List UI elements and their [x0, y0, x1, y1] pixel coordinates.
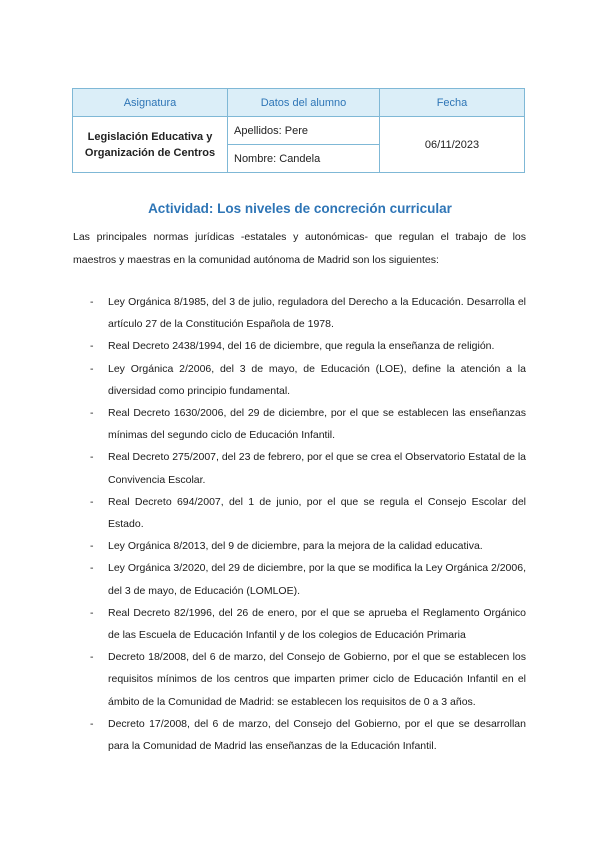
- list-item: [73, 713, 526, 757]
- law-text: Ley Orgánica 8/2013, del 9 de diciembre, para la mejora de la calidad educativa.: [108, 540, 483, 553]
- list-item: [73, 446, 526, 490]
- laws-list: [73, 291, 526, 757]
- name-cell: [228, 145, 380, 173]
- list-item: [73, 557, 526, 601]
- list-item: [73, 335, 526, 357]
- surname-cell: [228, 117, 380, 145]
- list-item: [73, 491, 526, 535]
- list-item: [73, 646, 526, 713]
- bullet-dash: -: [90, 340, 94, 353]
- law-text: Ley Orgánica 2/2006, del 3 de mayo, de Educación (LOE), define la atención a la diversidad como principio fundamental.: [108, 362, 526, 397]
- bullet-dash: -: [90, 562, 94, 575]
- date-header: Fecha: [380, 89, 525, 117]
- bullet-dash: -: [90, 540, 94, 553]
- list-item: [73, 291, 526, 335]
- list-item: [73, 402, 526, 446]
- law-text: Decreto 17/2008, del 6 de marzo, del Consejo del Gobierno, por el que se desarrollan para la Comunidad de Madrid las enseñanzas de la Educación Infantil.: [108, 717, 526, 753]
- intro-paragraph: Las principales normas jurídicas -estatales y autonómicas- que regulan el trabajo de los maestros y maestras en la comunidad autónoma de Madrid son los siguientes:: [73, 231, 526, 266]
- law-text: Decreto 18/2008, del 6 de marzo, del Consejo de Gobierno, por el que se establecen los requisitos mínimos de los centros que imparten primer ciclo de Educación Infantil en el ámbito de la Comunidad de Madrid: se establecen los requisitos de 0 a 3 años.: [108, 651, 526, 708]
- bullet-dash: -: [90, 407, 94, 420]
- name-label: Nombre:: [234, 152, 277, 165]
- law-text: Ley Orgánica 8/1985, del 3 de julio, reguladora del Derecho a la Educación. Desarrolla el artículo 27 de la Constitución Española de 1978.: [108, 296, 526, 331]
- name-value: Candela: [279, 152, 321, 165]
- surname-label: Apellidos:: [234, 124, 282, 137]
- surname-value: Pere: [284, 124, 309, 137]
- law-text: Real Decreto 82/1996, del 26 de enero, por el que se aprueba el Reglamento Orgánico de las Escuela de Educación Infantil y de los colegios de Educación Primaria: [108, 606, 526, 642]
- info-row: [73, 117, 525, 145]
- header-row: [73, 89, 525, 117]
- law-text: Real Decreto 1630/2006, del 29 de diciembre, por el que se establecen las enseñanzas mínimas del segundo ciclo de Educación Infantil.: [108, 407, 526, 442]
- bullet-dash: -: [90, 296, 94, 308]
- subject-line2: Organización de Centros: [84, 146, 216, 159]
- bullet-dash: -: [90, 651, 94, 664]
- law-text: Real Decreto 275/2007, del 23 de febrero, por el que se crea el Observatorio Estatal de la Convivencia Escolar.: [108, 451, 526, 486]
- bullet-dash: -: [90, 362, 94, 375]
- list-item: [73, 602, 526, 646]
- student-data-header: Datos del alumno: [228, 89, 380, 117]
- subject-cell: [73, 117, 228, 173]
- bullet-dash: -: [90, 451, 94, 464]
- bullet-dash: -: [90, 717, 94, 730]
- law-text: Real Decreto 694/2007, del 1 de junio, por el que se regula el Consejo Escolar del Estado.: [108, 495, 526, 531]
- subject-header: Asignatura: [73, 89, 228, 117]
- date-cell: 06/11/2023: [380, 117, 525, 173]
- subject-line1: Legislación Educativa y: [87, 130, 213, 143]
- list-item: [73, 535, 526, 557]
- law-text: Real Decreto 2438/1994, del 16 de diciembre, que regula la enseñanza de religión.: [108, 340, 495, 353]
- law-text: Ley Orgánica 3/2020, del 29 de diciembre, por la que se modifica la Ley Orgánica 2/2006, del 3 de mayo, de Educación (LOMLOE).: [108, 562, 526, 597]
- bullet-dash: -: [90, 495, 94, 508]
- activity-title: Actividad: Los niveles de concreción curricular: [148, 201, 452, 216]
- header-table: [72, 88, 525, 173]
- bullet-dash: -: [90, 606, 94, 619]
- list-item: [73, 358, 526, 402]
